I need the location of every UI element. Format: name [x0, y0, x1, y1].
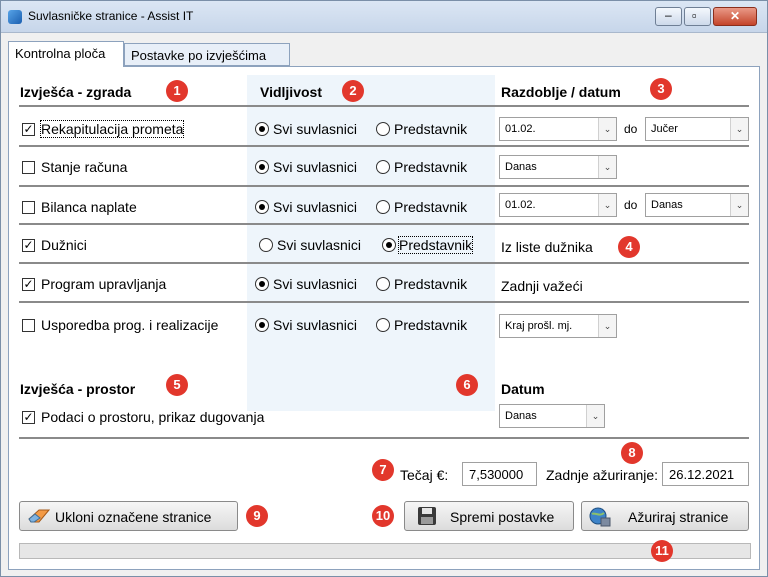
- eraser-icon: [28, 508, 50, 524]
- app-icon: [8, 10, 22, 24]
- badge-9: 9: [246, 505, 268, 527]
- tab-postavke-po-izvjescima[interactable]: Postavke po izvješćima: [124, 43, 290, 66]
- save-settings-button[interactable]: [404, 501, 574, 531]
- separator: [19, 262, 749, 264]
- label-do: do: [624, 122, 638, 136]
- combo-value: 01.02.: [505, 123, 536, 135]
- combo-from-stanje-racuna[interactable]: [499, 155, 617, 179]
- label-all-program-upravljanja: Svi suvlasnici: [273, 276, 358, 292]
- text-iz-liste-duznika: Iz liste dužnika: [501, 239, 593, 255]
- combo-value: Danas: [505, 161, 537, 173]
- tab-kontrolna-ploca[interactable]: Kontrolna ploča: [8, 41, 124, 67]
- badge-8: 8: [621, 442, 643, 464]
- separator: [19, 437, 749, 439]
- checkbox-podaci-o-prostoru[interactable]: ✓: [23, 410, 34, 424]
- chevron-down-icon: ⌄: [598, 194, 616, 216]
- label-rep-rekapitulacija: Predstavnik: [394, 121, 468, 137]
- label-all-stanje-racuna: Svi suvlasnici: [273, 159, 358, 175]
- label-rep-stanje-racuna: Predstavnik: [394, 159, 468, 175]
- text-zadnji-vazeci: Zadnji važeći: [501, 278, 583, 294]
- close-icon: ✕: [730, 9, 741, 23]
- radio-all-bilanca-naplate[interactable]: [255, 200, 269, 214]
- chevron-down-icon: ⌄: [598, 118, 616, 140]
- badge-2: 2: [342, 80, 364, 102]
- maximize-icon: ▫: [692, 8, 697, 23]
- checkbox-rekapitulacija[interactable]: ✓: [23, 122, 34, 136]
- header-visibility: Vidljivost: [260, 84, 322, 100]
- badge-11: 11: [651, 540, 673, 562]
- label-rep-usporedba: Predstavnik: [394, 317, 468, 333]
- combo-value: Jučer: [651, 123, 678, 135]
- window-title: Suvlasničke stranice - Assist IT: [28, 9, 194, 23]
- combo-value: Danas: [505, 410, 537, 422]
- radio-rep-bilanca-naplate[interactable]: [376, 200, 390, 214]
- badge-10: 10: [372, 505, 394, 527]
- separator: [19, 185, 749, 187]
- label-all-usporedba: Svi suvlasnici: [273, 317, 358, 333]
- radio-all-duznici[interactable]: [259, 238, 273, 252]
- globe-refresh-icon: [589, 506, 611, 528]
- label-rep-program-upravljanja: Predstavnik: [394, 276, 468, 292]
- title-bar: [1, 1, 767, 33]
- header-reports-building: Izvješća - zgrada: [20, 84, 132, 100]
- label-rep-duznici: Predstavnik: [399, 237, 473, 253]
- chevron-down-icon: ⌄: [598, 315, 616, 337]
- label-usporedba: Usporedba prog. i realizacije: [41, 317, 219, 333]
- floppy-icon: [417, 506, 437, 526]
- badge-6: 6: [456, 374, 478, 396]
- checkbox-bilanca-naplate[interactable]: [22, 201, 35, 214]
- radio-rep-rekapitulacija[interactable]: [376, 122, 390, 136]
- badge-1: 1: [166, 80, 188, 102]
- update-pages-label: Ažuriraj stranice: [628, 509, 729, 525]
- radio-all-rekapitulacija[interactable]: [255, 122, 269, 136]
- label-last-update: Zadnje ažuriranje:: [546, 467, 659, 483]
- label-rate: Tečaj €:: [400, 467, 449, 483]
- badge-7: 7: [372, 459, 394, 481]
- checkbox-stanje-racuna[interactable]: [22, 161, 35, 174]
- maximize-button[interactable]: [684, 7, 711, 26]
- label-all-bilanca-naplate: Svi suvlasnici: [273, 199, 358, 215]
- separator: [19, 105, 749, 107]
- update-pages-button[interactable]: [581, 501, 749, 531]
- label-all-duznici: Svi suvlasnici: [277, 237, 362, 253]
- progress-bar: [19, 543, 751, 559]
- radio-rep-duznici[interactable]: [382, 238, 396, 252]
- chevron-down-icon: ⌄: [730, 194, 748, 216]
- label-rekapitulacija: Rekapitulacija prometa: [41, 121, 184, 137]
- combo-value: 01.02.: [505, 199, 536, 211]
- combo-space-date[interactable]: [499, 404, 605, 428]
- chevron-down-icon: ⌄: [586, 405, 604, 427]
- combo-value: Danas: [651, 199, 683, 211]
- label-do: do: [624, 198, 638, 212]
- last-update-field[interactable]: 26.12.2021: [662, 462, 749, 486]
- badge-4: 4: [618, 236, 640, 258]
- radio-all-stanje-racuna[interactable]: [255, 160, 269, 174]
- badge-5: 5: [166, 374, 188, 396]
- combo-from-usporedba[interactable]: [499, 314, 617, 338]
- control-panel: [8, 66, 760, 570]
- header-period-date: Razdoblje / datum: [501, 84, 621, 100]
- separator: [19, 223, 749, 225]
- checkbox-usporedba[interactable]: [22, 319, 35, 332]
- radio-all-program-upravljanja[interactable]: [255, 277, 269, 291]
- radio-rep-usporedba[interactable]: [376, 318, 390, 332]
- close-button[interactable]: [713, 7, 757, 26]
- combo-to-bilanca-naplate[interactable]: [645, 193, 749, 217]
- chevron-down-icon: ⌄: [598, 156, 616, 178]
- label-rep-bilanca-naplate: Predstavnik: [394, 199, 468, 215]
- label-all-rekapitulacija: Svi suvlasnici: [273, 121, 358, 137]
- radio-rep-stanje-racuna[interactable]: [376, 160, 390, 174]
- minimize-button[interactable]: [655, 7, 682, 26]
- combo-to-rekapitulacija[interactable]: [645, 117, 749, 141]
- label-duznici: Dužnici: [41, 237, 87, 253]
- separator: [19, 145, 749, 147]
- separator: [19, 301, 749, 303]
- label-podaci-o-prostoru: Podaci o prostoru, prikaz dugovanja: [41, 409, 265, 425]
- combo-from-bilanca-naplate[interactable]: [499, 193, 617, 217]
- save-settings-label: Spremi postavke: [450, 509, 555, 525]
- remove-pages-label: Ukloni označene stranice: [55, 509, 212, 525]
- badge-3: 3: [650, 78, 672, 100]
- rate-field[interactable]: 7,530000: [462, 462, 537, 486]
- header-reports-space: Izvješća - prostor: [20, 381, 136, 397]
- combo-from-rekapitulacija[interactable]: [499, 117, 617, 141]
- header-date: Datum: [501, 381, 545, 397]
- chevron-down-icon: ⌄: [730, 118, 748, 140]
- label-program-upravljanja: Program upravljanja: [41, 276, 167, 292]
- label-stanje-racuna: Stanje računa: [41, 159, 128, 175]
- checkbox-program-upravljanja[interactable]: ✓: [23, 277, 34, 291]
- minimize-icon: –: [665, 8, 672, 22]
- remove-pages-button[interactable]: [19, 501, 238, 531]
- combo-value: Kraj prošl. mj.: [505, 320, 573, 332]
- radio-rep-program-upravljanja[interactable]: [376, 277, 390, 291]
- radio-all-usporedba[interactable]: [255, 318, 269, 332]
- label-bilanca-naplate: Bilanca naplate: [41, 199, 137, 215]
- checkbox-duznici[interactable]: ✓: [23, 238, 34, 252]
